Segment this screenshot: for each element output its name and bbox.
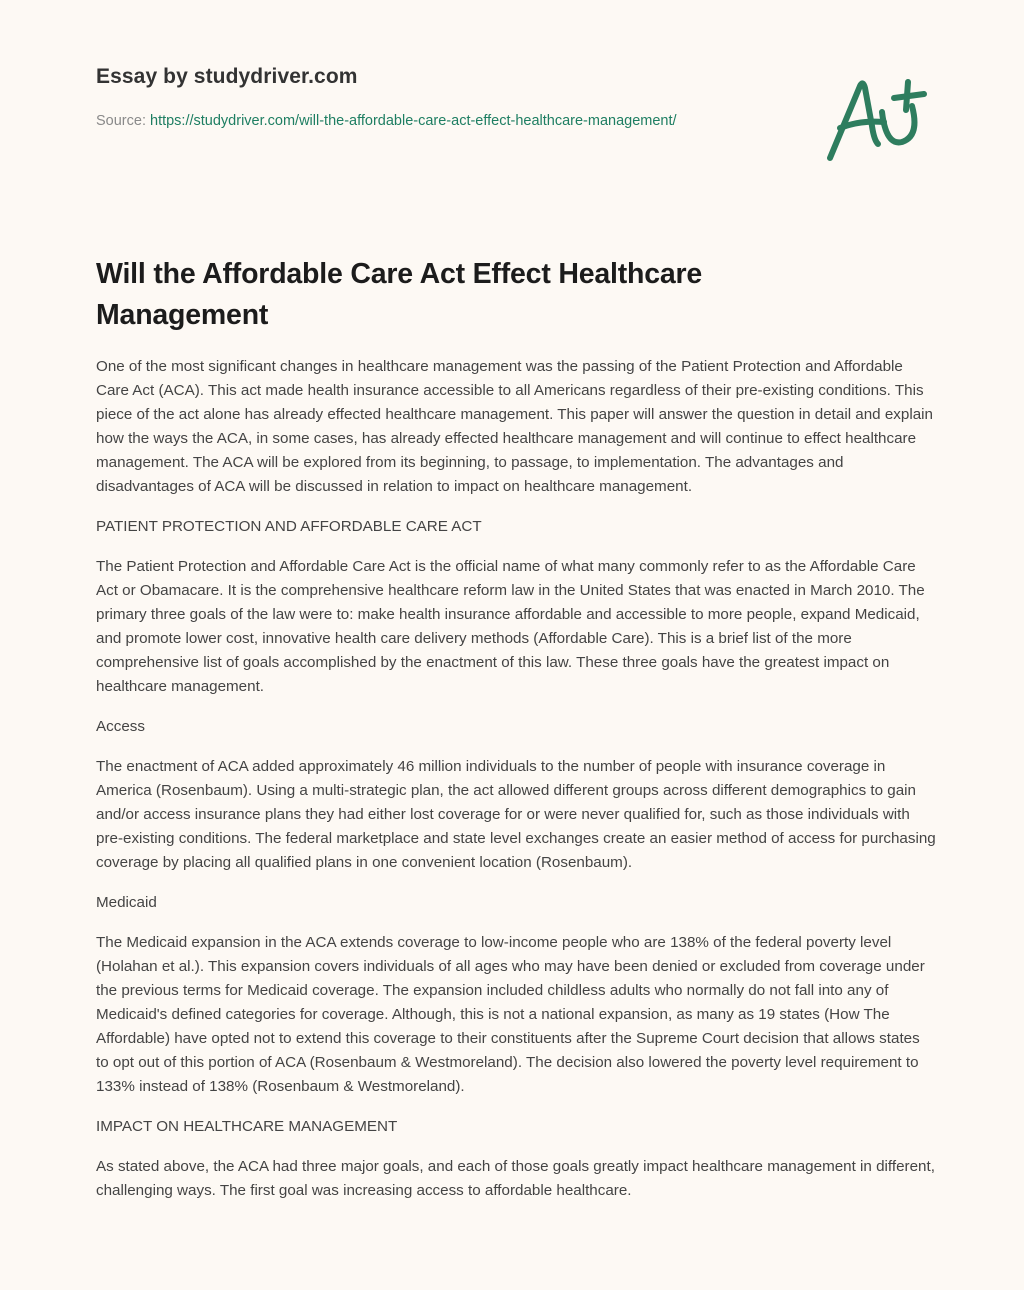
- document-body: [96, 355, 936, 1219]
- source-label: Source:: [96, 113, 150, 129]
- section-heading-impact: IMPACT ON HEALTHCARE MANAGEMENT: [96, 1118, 398, 1135]
- paragraph-impact: As stated above, the ACA had three major goals, and each of those goals greatly impact healthcare management in different, challenging ways. The first goal was increasing access to affordable healthcare.: [96, 1158, 935, 1199]
- page-header: [96, 62, 716, 133]
- section-heading-medicaid: Medicaid: [96, 894, 157, 911]
- section-heading-ppaca: PATIENT PROTECTION AND AFFORDABLE CARE ACT: [96, 518, 482, 535]
- a-plus-grade-icon: [820, 68, 930, 168]
- section-heading-access: Access: [96, 718, 145, 735]
- paragraph-medicaid: The Medicaid expansion in the ACA extends coverage to low-income people who are 138% of the federal poverty level (Holahan et al.). This expansion covers individuals of all ages who may have been denied or excluded from coverage under the previous terms for Medicaid coverage. The expansion included childless adults who normally do not fall into any of Medicaid's defined categories for coverage. Although, this is not a national expansion, as many as 19 states (How The Affordable) have opted not to extend this coverage to their constituents after the Supreme Court decision that allows states to opt out of this portion of ACA (Rosenbaum & Westmoreland). The decision also lowered the poverty level requirement to 133% instead of 138% (Rosenbaum & Westmoreland).: [96, 934, 925, 1095]
- document-title: Will the Affordable Care Act Effect Healthcare Management: [96, 258, 703, 331]
- paragraph-access: The enactment of ACA added approximately 46 million individuals to the number of people with insurance coverage in America (Rosenbaum). Using a multi-strategic plan, the act allowed different groups across different demographics to gain and/or access insurance plans they had either lost coverage for or were never qualified for, such as those individuals with pre-existing conditions. The federal marketplace and state level exchanges create an easier method of access for purchasing coverage by placing all qualified plans in one convenient location (Rosenbaum).: [96, 758, 936, 871]
- brand-title: Essay by studydriver.com: [96, 65, 358, 88]
- paragraph-ppaca: The Patient Protection and Affordable Care Act is the official name of what many commonly refer to as the Affordable Care Act or Obamacare. It is the comprehensive healthcare reform law in the United States that was enacted in March 2010. The primary three goals of the law were to: make health insurance affordable and accessible to more people, expand Medicaid, and promote lower cost, innovative health care delivery methods (Affordable Care). This is a brief list of the more comprehensive list of goals accomplished by the enactment of this law. These three goals have the greatest impact on healthcare management.: [96, 558, 925, 695]
- source-line: [96, 109, 716, 133]
- source-link[interactable]: https://studydriver.com/will-the-affordable-care-act-effect-healthcare-management/: [150, 113, 677, 129]
- paragraph-intro: One of the most significant changes in healthcare management was the passing of the Patient Protection and Affordable Care Act (ACA). This act made health insurance accessible to all Americans regardless of their pre-existing conditions. This piece of the act alone has already effected healthcare management. This paper will answer the question in detail and explain how the ways the ACA, in some cases, has already effected healthcare management and will continue to effect healthcare management. The ACA will be explored from its beginning, to passage, to implementation. The advantages and disadvantages of ACA will be discussed in relation to impact on healthcare management.: [96, 358, 933, 495]
